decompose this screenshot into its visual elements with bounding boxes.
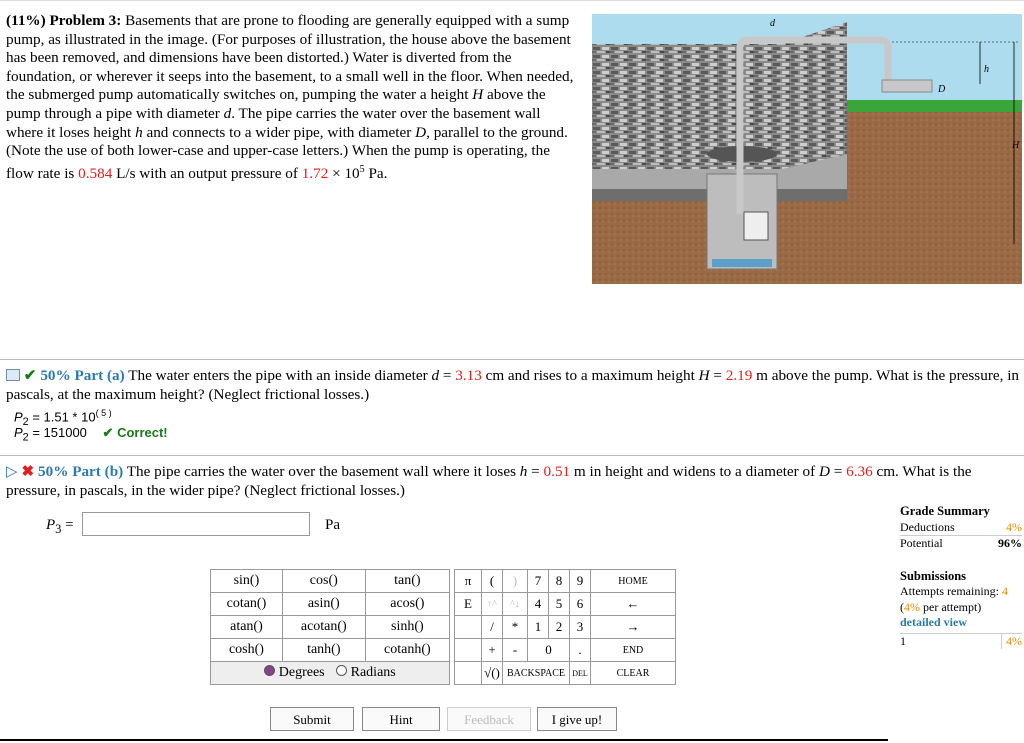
part-b-name: Part (b): [72, 463, 124, 480]
hint-button[interactable]: Hint: [362, 707, 440, 731]
h-value: 0.51: [543, 463, 571, 480]
equals: =: [439, 367, 456, 384]
correct-check-icon: ✔: [102, 425, 114, 440]
minus-button[interactable]: -: [503, 639, 528, 662]
sin-button[interactable]: sin(): [211, 570, 283, 593]
cos-button[interactable]: cos(): [282, 570, 365, 593]
submission-index: 1: [900, 633, 906, 648]
problem-statement: [6, 12, 578, 183]
part-a-text: m above the pump. What is the pressure, in pascals, at the maximum height? (Neglect frictional losses.): [6, 367, 1020, 403]
label-D: D: [938, 84, 946, 95]
three-button[interactable]: 3: [570, 616, 591, 639]
forward-arrow-button[interactable]: →: [591, 616, 676, 639]
answer-exponent: ( 5 ): [95, 408, 112, 418]
submission-history-row: [900, 633, 1022, 650]
acotan-button[interactable]: acotan(): [282, 616, 365, 639]
two-button[interactable]: 2: [549, 616, 570, 639]
potential-value: 96%: [998, 536, 1022, 550]
problem-text: Basements that are prone to flooding are generally equipped with a sump pump, as illustrated in the image. (For purposes of illustration, the house above the basement has been removed, and dimensions have been distorted.) Water is diverted from the foundation, or wherever it seeps into the basement, to a small well in the floor. When needed, the submerged pump automatically switches on, pumping the water a height: [6, 12, 574, 104]
backspace-button[interactable]: BACKSPACE: [503, 662, 570, 685]
degrees-radio[interactable]: [264, 665, 275, 676]
six-button[interactable]: 6: [570, 593, 591, 616]
problem-text: Pa.: [364, 164, 388, 182]
asin-button[interactable]: asin(): [282, 593, 365, 616]
sump-pump: [744, 212, 768, 240]
e-button[interactable]: E: [455, 593, 482, 616]
acos-button[interactable]: acos(): [365, 593, 449, 616]
potential-row: [900, 535, 1022, 552]
part-b-text: The pipe carries the water over the basement wall where it loses: [126, 463, 520, 480]
part-a-percent: 50%: [40, 367, 71, 384]
problem-text: L/s with an output pressure of: [112, 164, 302, 182]
water: [712, 259, 772, 267]
var-D: D: [415, 123, 427, 141]
delete-button[interactable]: DEL: [570, 662, 591, 685]
blank-key: [455, 662, 482, 685]
attempts-value: 4: [1001, 584, 1008, 598]
sinh-button[interactable]: sinh(): [365, 616, 449, 639]
blank-key: [455, 639, 482, 662]
unit-label: Pa: [325, 517, 340, 533]
input-var: P: [46, 517, 56, 533]
detailed-view-link[interactable]: detailed view: [900, 615, 967, 629]
basement-wall-back: [592, 44, 782, 184]
problem-text: and connects to a wider pipe, with diameter: [142, 123, 416, 141]
sump-pump-illustration: [592, 14, 1022, 284]
var-h: h: [135, 123, 143, 141]
degrees-label: Degrees: [278, 665, 325, 680]
part-a-question: [6, 366, 1022, 404]
seven-button[interactable]: 7: [528, 570, 549, 593]
deductions-label: Deductions: [900, 519, 955, 534]
var-d: d: [223, 104, 232, 122]
answer-input-label: [46, 517, 74, 537]
answer-value: = 1.51 * 10: [28, 409, 96, 425]
down-arrow-button[interactable]: ^↓: [503, 593, 528, 616]
home-button[interactable]: HOME: [591, 570, 676, 593]
submission-deduction: 4%: [1001, 634, 1022, 650]
checkmark-icon: ✔: [23, 367, 37, 384]
cosh-button[interactable]: cosh(): [211, 639, 283, 662]
part-b-percent: 50%: [38, 463, 69, 480]
eight-button[interactable]: 8: [549, 570, 570, 593]
bottom-divider: [0, 739, 888, 741]
answer-value: = 151000: [28, 425, 87, 440]
pressure-times: × 10: [328, 164, 360, 182]
give-up-button[interactable]: I give up!: [537, 707, 617, 731]
deductions-row: [900, 520, 1022, 536]
part-b-divider: [0, 455, 1024, 456]
top-divider: [0, 0, 1024, 1]
zero-button[interactable]: 0: [528, 639, 570, 662]
incorrect-x-icon: ✖: [21, 463, 35, 480]
grade-summary-title: Grade Summary: [900, 504, 990, 518]
up-arrow-button[interactable]: ↑^: [482, 593, 503, 616]
nine-button[interactable]: 9: [570, 570, 591, 593]
part-a-text: The water enters the pipe with an inside diameter: [128, 367, 432, 384]
problem-text: . The pipe carries the water over the basement wall where it loses height: [6, 104, 541, 141]
equals: =: [527, 463, 544, 480]
pi-button[interactable]: π: [455, 570, 482, 593]
one-button[interactable]: 1: [528, 616, 549, 639]
part-b-text: cm. What is the pressure, in pascals, in the wider pipe? (Neglect frictional losses.): [6, 463, 972, 499]
per-attempt-row: [900, 600, 1022, 616]
collapse-icon[interactable]: [6, 369, 20, 381]
end-button[interactable]: END: [591, 639, 676, 662]
back-arrow-button[interactable]: ←: [591, 593, 676, 616]
var-H: H: [698, 367, 710, 384]
cotan-button[interactable]: cotan(): [211, 593, 283, 616]
radians-label: Radians: [350, 665, 396, 680]
five-button[interactable]: 5: [549, 593, 570, 616]
radians-radio[interactable]: [336, 665, 347, 676]
numeric-keypad: [454, 569, 676, 685]
sump-pump-figure: [592, 14, 1022, 284]
sqrt-button[interactable]: √(): [482, 662, 503, 685]
atan-button[interactable]: atan(): [211, 616, 283, 639]
attempts-label: Attempts remaining:: [900, 584, 999, 598]
var-h: h: [519, 463, 528, 480]
per-attempt-value: 4%: [904, 599, 920, 614]
D-value: 6.36: [846, 463, 873, 480]
part-a-previous-answer-2: [14, 425, 168, 444]
part-b-question: [6, 462, 1022, 500]
feedback-button[interactable]: Feedback: [447, 707, 531, 731]
pressure-mantissa: 1.72: [301, 164, 329, 182]
problem-label: Problem 3:: [49, 12, 122, 29]
tanh-button[interactable]: tanh(): [282, 639, 365, 662]
answer-sub: 2: [22, 415, 29, 428]
left-paren-button[interactable]: (: [482, 570, 503, 593]
problem-text: , parallel to the ground. (Note the use of both lower-case and upper-case letters.) When the pump is operating, the flow rate is: [6, 123, 568, 182]
tan-button[interactable]: tan(): [365, 570, 449, 593]
four-button[interactable]: 4: [528, 593, 549, 616]
function-keypad: [210, 569, 450, 685]
right-paren-button[interactable]: ): [503, 570, 528, 593]
answer-input[interactable]: [82, 512, 310, 536]
angle-mode-row: [211, 662, 450, 685]
submissions-title: Submissions: [900, 568, 967, 583]
expand-arrow-icon[interactable]: ▷: [6, 463, 18, 480]
equals: =: [829, 463, 847, 480]
equals: =: [709, 367, 726, 384]
per-attempt-text: per attempt): [920, 599, 982, 614]
var-d: d: [431, 367, 440, 384]
part-a-text: cm and rises to a maximum height: [481, 367, 699, 384]
multiply-button[interactable]: *: [503, 616, 528, 639]
part-a-divider: [0, 359, 1024, 360]
submit-button[interactable]: Submit: [270, 707, 354, 731]
label-d: d: [770, 18, 775, 29]
part-b-text: m in height and widens to a diameter of: [570, 463, 819, 480]
var-D: D: [818, 463, 830, 480]
grass: [837, 100, 1022, 112]
divide-button[interactable]: /: [482, 616, 503, 639]
pressure-exponent: 5: [359, 163, 365, 175]
input-equals: =: [61, 517, 74, 533]
answer-var: P: [14, 409, 23, 425]
problem-weight: (11%): [6, 12, 46, 29]
decimal-button[interactable]: .: [570, 639, 591, 662]
var-H: H: [472, 86, 484, 104]
H-value: 2.19: [725, 367, 753, 384]
per-attempt-open: (: [900, 599, 904, 614]
wide-pipe: [882, 80, 932, 92]
grade-summary: [900, 504, 1022, 649]
label-H: H: [1012, 140, 1020, 151]
clear-button[interactable]: CLEAR: [591, 662, 676, 685]
answer-sub: 2: [22, 431, 29, 444]
potential-label: Potential: [900, 536, 943, 550]
problem-text: above the pump through a pipe with diameter: [6, 86, 546, 122]
d-value: 3.13: [455, 367, 482, 384]
attempts-row: [900, 584, 1022, 600]
deductions-value: 4%: [1006, 519, 1022, 534]
plus-button[interactable]: +: [482, 639, 503, 662]
cotanh-button[interactable]: cotanh(): [365, 639, 449, 662]
blank-key: [455, 616, 482, 639]
answer-var: P: [14, 425, 23, 440]
part-a-name: Part (a): [74, 367, 125, 384]
flow-rate-value: 0.584: [78, 164, 113, 182]
label-h: h: [984, 64, 989, 75]
correct-label: Correct!: [117, 425, 168, 440]
input-sub: 3: [55, 522, 62, 536]
